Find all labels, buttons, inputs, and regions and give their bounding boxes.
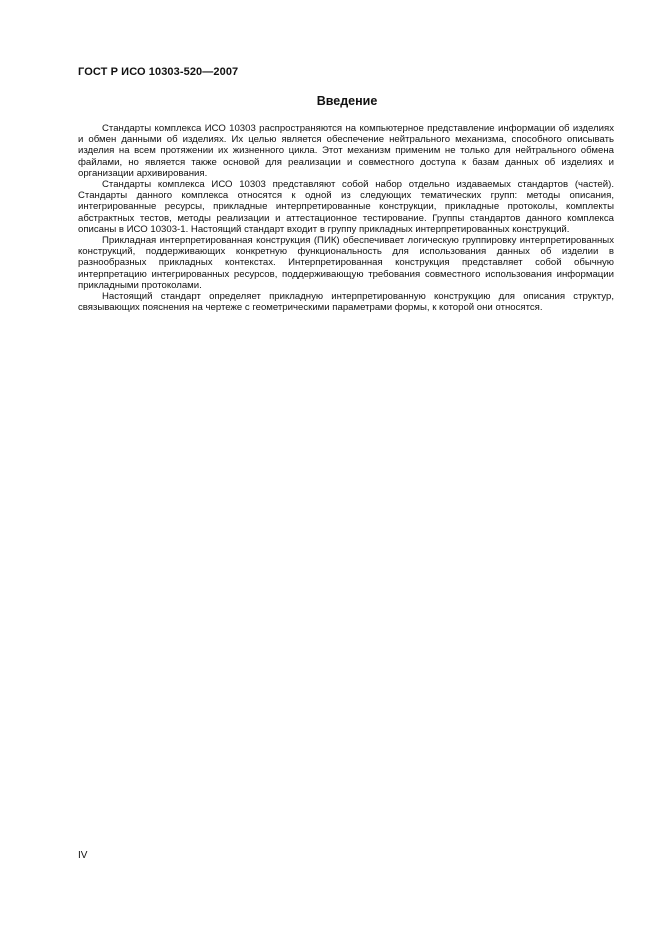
paragraph-1: Стандарты комплекса ИСО 10303 распространяются на компьютерное представление информации об изделиях и обмен данными об изделиях. Их целью является обеспечение нейтрального механизма, способного описывать изделия на всем протяжении их жизненного цикла. Этот механизм применим не только для нейтрального обмена файлами, но является также основой для реализации и совместного доступа к базам данных об изделиях и организации архивирования. bbox=[78, 123, 614, 179]
section-title: Введение bbox=[316, 94, 378, 108]
paragraph-2: Стандарты комплекса ИСО 10303 представляют собой набор отдельно издаваемых стандартов (частей). Стандарты данного комплекса относятся к одной из следующих тематических групп: методы описания, интегрированные ресурсы, прикладные интерпретированные конструкции, прикладные протоколы, комплекты абстрактных тестов, методы реализации и аттестационное тестирование. Группы стандартов данного комплекса описаны в ИСО 10303-1. Настоящий стандарт входит в группу прикладных интерпретированных конструкций. bbox=[78, 179, 614, 235]
paragraph-4: Настоящий стандарт определяет прикладную интерпретированную конструкцию для описания структур, связывающих пояснения на чертеже с геометрическими параметрами формы, к которой они относятся. bbox=[78, 291, 614, 314]
document-standard-code: ГОСТ Р ИСО 10303-520—2007 bbox=[78, 66, 239, 78]
paragraph-3: Прикладная интерпретированная конструкция (ПИК) обеспечивает логическую группировку интерпретированных конструкций, поддерживающих конкретную функциональность для использования данных об изделии в разнообразных прикладных контекстах. Интерпретированная конструкция представляет собой обычную интерпретацию интегрированных ресурсов, поддерживающую требования совместного использования информации прикладными протоколами. bbox=[78, 235, 614, 291]
page-number: IV bbox=[78, 850, 88, 861]
introduction-body bbox=[78, 123, 614, 313]
